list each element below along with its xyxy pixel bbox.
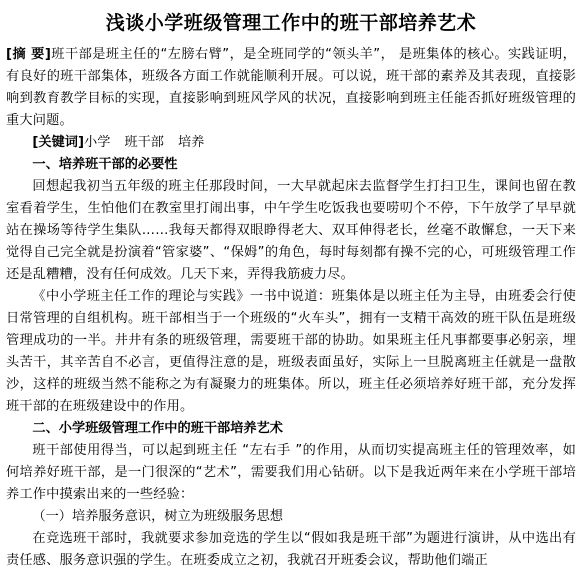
keywords-label: [关键词] — [32, 135, 85, 150]
section-heading: 一、培养班干部的必要性 — [32, 157, 178, 172]
keyword-item: 班干部 — [124, 135, 164, 150]
section-heading: 二、小学班级管理工作中的班干部培养艺术 — [32, 421, 283, 436]
keyword-item: 培养 — [177, 135, 205, 150]
document-title: 浅谈小学班级管理工作中的班干部培养艺术 — [105, 12, 477, 34]
body-paragraph: 《中小学班主任工作的理论与实践》一书中说道：班集体是以班主任为主导，由班委会行使日常管理的自组机构。班干部相当于一个班级的“火车头”，拥有一支精干高效的班干队伍是班级管理成功的一半。井井有条的班级管理，需要班干部的协助。如果班主任凡事都要事必躬亲，埋头苦干，其辛苦自不必言，更值得注意的是，班级表面虽好，实际上一旦脱离班主任就是一盘散沙，这样的班级当然不能称之为有凝聚力的班集体。所以，班主任必须培养好班干部，充分发挥班干部的在班级建设中的作用。 — [6, 289, 576, 414]
abstract-text: 班干部是班主任的“左膀右臂”，是全班同学的“领头羊”， 是班集体的核心。实践证明，有良好的班干部集体，班级各方面工作就能顺利开展。可以说，班干部的素养及其表现，直接影响到教育教学目标的实现，直接影响到班风学风的状况，直接影响到班主任能否抓好班级管理的重大问题。 — [6, 47, 576, 128]
subsection-heading: （一）培养服务意识，树立为班级服务思想 — [32, 509, 283, 524]
abstract-label: [摘 要] — [6, 47, 52, 62]
abstract — [6, 44, 576, 132]
keywords — [6, 132, 576, 154]
body-paragraph: 班干部使用得当，可以起到班主任 “左右手 ”的作用，从而切实提高班主任的管理效率，如何培养好班干部，是一门很深的“艺术”，需要我们用心钻研。以下是我近两年来在小学班干部培养工作中摸索出来的一些经验： — [6, 443, 576, 502]
keyword-item: 小学 — [84, 135, 111, 150]
body-paragraph: 在竞选班干部时，我就要求参加竞选的学生以“假如我是班干部”为题进行演讲，从中选出有责任感、服务意识强的学生。在班委成立之初，我就召开班委会议，帮助他们端正 — [6, 531, 576, 568]
body-paragraph: 回想起我初当五年级的班主任那段时间，一大早就起床去监督学生打扫卫生，课间也留在教室看着学生，生怕他们在教室里打闹出事，中午学生吃饭我也要唠叨个不停，下午放学了早早就站在操场等待学生集队……我每天都得双眼睁得老大、双耳伸得老长，丝毫不敢懈怠，一天下来觉得自己完全就是扮演着“管家婆”、“保姆”的角色，每时每刻都有操不完的心，可班级管理工作还是乱糟糟，没有任何成效。几天下来，弄得我筋疲力尽。 — [6, 179, 576, 282]
